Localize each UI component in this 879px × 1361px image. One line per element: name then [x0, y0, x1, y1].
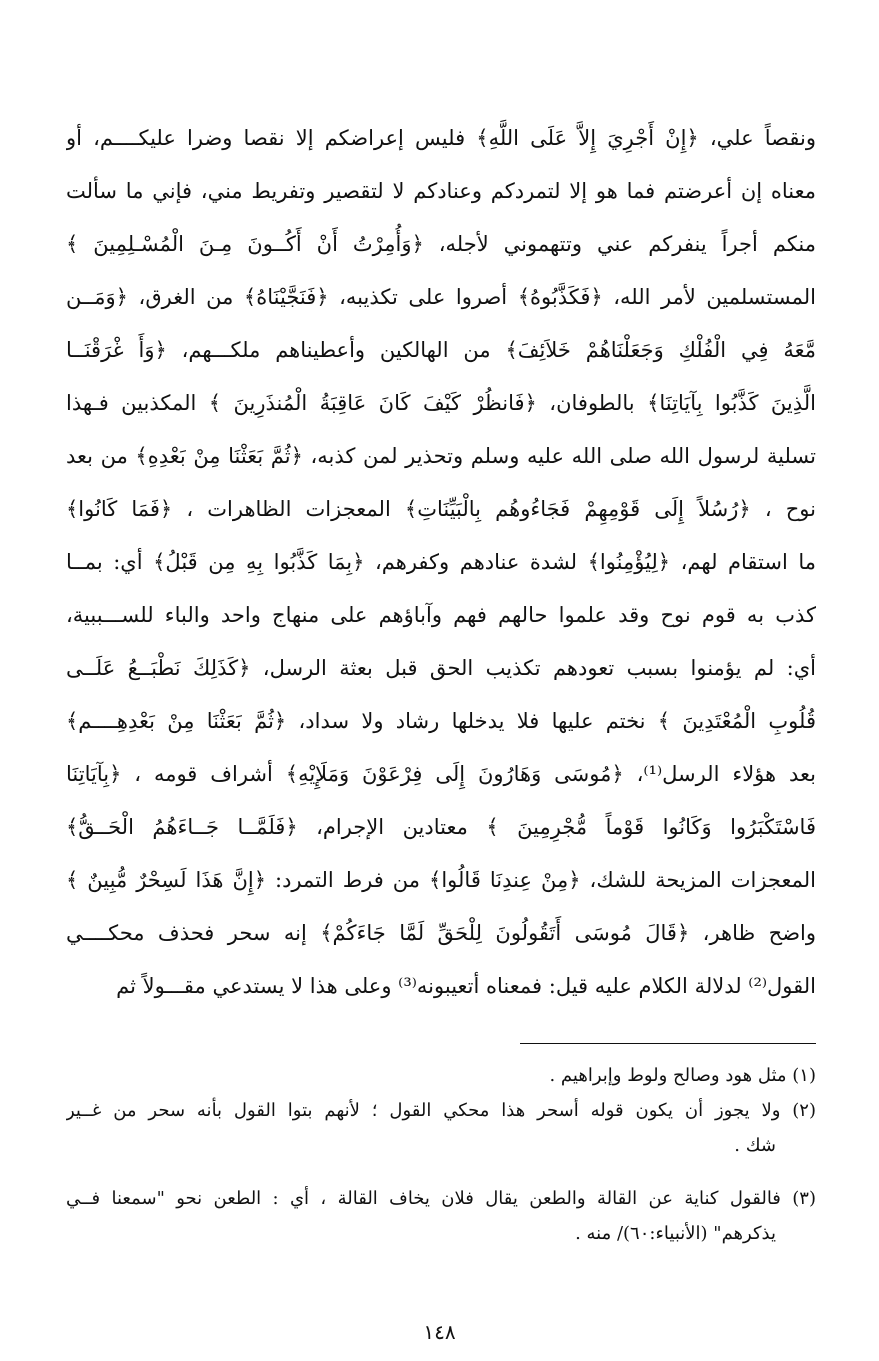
main-text-block — [66, 112, 816, 1013]
footnotes-block — [66, 1058, 816, 1251]
text-line: ما استقام لهم، ﴿لِيُؤْمِنُوا﴾ لشدة عنادهم وكفرهم، ﴿بِمَا كَذَّبُوا بِهِ مِن قَبْلُ﴾ أي: بمــا — [66, 550, 816, 574]
text-line: المستسلمين لأمر الله، ﴿فَكَذَّبُوهُ﴾ أصروا على تكذيبه، ﴿فَنَجَّيْنَاهُ﴾ من الغرق، ﴿وَمَــن — [66, 285, 816, 309]
text-line: نوح ، ﴿رُسُلاً إِلَى قَوْمِهِمْ فَجَاءُوهُم بِالْبَيِّنَاتِ﴾ المعجزات الظاهرات ، ﴿فَمَا كَانُوا﴾ — [66, 497, 816, 521]
text-line: الَّذِينَ كَذَّبُوا بِآيَاتِنَا﴾ بالطوفان، ﴿فَانظُرْ كَيْفَ كَانَ عَاقِبَةُ الْمُنذَرِينَ ﴾ المكذبين فـهذا — [66, 391, 816, 415]
text-line: معناه إن أعرضتم فما هو إلا لتمردكم وعنادكم لا لتقصير وتفريط مني، فإني ما سألت — [66, 179, 816, 203]
text-line: ونقصاً علي، ﴿إِنْ أَجْرِيَ إِلاَّ عَلَى اللَّهِ﴾ فليس إعراضكم إلا نقصا وضرا عليكــــم، أو — [66, 126, 816, 150]
text-line: أي: لم يؤمنوا بسبب تعودهم تكذيب الحق قبل بعثة الرسل، ﴿كَذَلِكَ نَطْبَــعُ عَلَــى — [66, 656, 816, 680]
footnote-2: (٢) ولا يجوز أن يكون قوله أسحر هذا محكي القول ؛ لأنهم بتوا القول بأنه سحر من غــير — [66, 1100, 816, 1121]
footnote-1: (١) مثل هود وصالح ولوط وإبراهيم . — [549, 1065, 816, 1086]
text-line: منكم أجراً ينفركم عني وتتهموني لأجله، ﴿وَأُمِرْتُ أَنْ أَكُــونَ مِـنَ الْمُسْـلِمِينَ ﴾ — [66, 232, 816, 256]
page-number: ١٤٨ — [423, 1320, 456, 1344]
text-line: مَّعَهُ فِي الْفُلْكِ وَجَعَلْنَاهُمْ خَلاَئِفَ﴾ من الهالكين وأعطيناهم ملكـــهم، ﴿وَأَ غْرَقْنَــا — [66, 338, 816, 362]
text-line: القول⁽²⁾ لدلالة الكلام عليه قيل: فمعناه أتعيبونه⁽³⁾ وعلى هذا لا يستدعي مقـــولاً ثم — [116, 974, 816, 998]
footnote-separator — [520, 1043, 816, 1044]
text-line: بعد هؤلاء الرسل⁽¹⁾، ﴿مُوسَى وَهَارُونَ إِلَى فِرْعَوْنَ وَمَلَإِيْهِ﴾ أشراف قومه ، ﴿بِآيَاتِنَا — [66, 762, 816, 786]
text-line: واضح ظاهر، ﴿قَالَ مُوسَى أَتَقُولُونَ لِلْحَقِّ لَمَّا جَاءَكُمْ﴾ إنه سحر فحذف محكــــي — [66, 921, 816, 945]
footnote-3: (٣) فالقول كناية عن القالة والطعن يقال فلان يخاف القالة ، أي : الطعن نحو "سمعنا فــي — [66, 1188, 816, 1209]
footnote-2-continuation: شك . — [734, 1135, 776, 1156]
text-line: فَاسْتَكْبَرُوا وَكَانُوا قَوْماً مُّجْرِمِينَ ﴾ معتادين الإجرام، ﴿فَلَمَّــا جَــاءَهُمُ الْحَــقُّ﴾ — [66, 815, 816, 839]
text-line: كذب به قوم نوح وقد علموا حالهم فهم وآباؤهم على منهاج واحد والباء للســـببية، — [66, 603, 816, 627]
text-line: قُلُوبِ الْمُعْتَدِينَ ﴾ نختم عليها فلا يدخلها رشاد ولا سداد، ﴿ثُمَّ بَعَثْنَا مِنْ بَعْدِهِــــم﴾ — [66, 709, 816, 733]
text-line: تسلية لرسول الله صلى الله عليه وسلم وتحذير لمن كذبه، ﴿ثُمَّ بَعَثْنَا مِنْ بَعْدِهِ﴾ من بعد — [66, 444, 816, 468]
text-line: المعجزات المزيحة للشك، ﴿مِنْ عِندِنَا قَالُوا﴾ من فرط التمرد: ﴿إِنَّ هَذَا لَسِحْرٌ مُّبِينٌ ﴾ — [66, 868, 816, 892]
footnote-3-continuation: يذكرهم" (الأنبياء:٦٠)/ منه . — [575, 1223, 776, 1244]
